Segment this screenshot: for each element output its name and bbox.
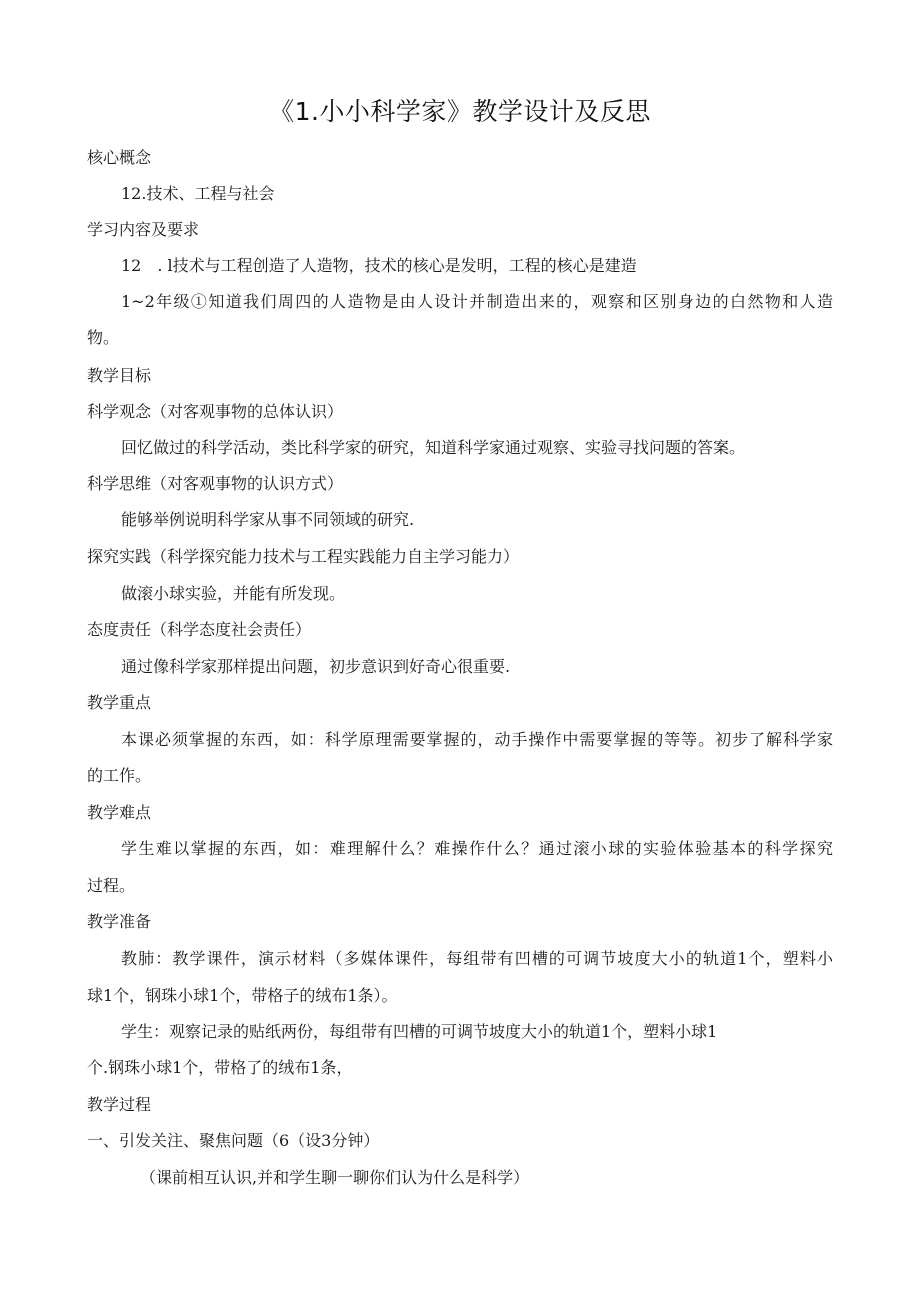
learning-content-heading: 学习内容及要求 [87, 220, 200, 239]
key-points-heading: 教学重点 [87, 693, 152, 712]
learning-content-item2-line1: 1~2年级①知道我们周四的人造物是由人设计并制造出来的，观察和区别身边的白然物和人造 [121, 292, 833, 311]
preparation-heading: 教学准备 [87, 912, 152, 931]
goal1-heading: 科学观念（对客观事物的总体认识） [87, 402, 344, 421]
goal1-text: 回忆做过的科学活动，类比科学家的研究，知道科学家通过观察、实验寻找问题的答案。 [121, 438, 746, 457]
goal3-text: 做滚小球实验，并能有所发现。 [121, 584, 346, 603]
difficult-points-line1: 学生难以掌握的东西，如：难理解什么？难操作什么？通过滚小球的实验体验基本的科学探究 [121, 839, 833, 858]
core-concept-heading: 核心概念 [87, 148, 152, 167]
difficult-points-line2: 过程。 [87, 876, 136, 895]
learning-content-item1: 12 . l技术与工程创造了人造物，技术的核心是发明，工程的核心是建造 [121, 256, 637, 275]
goal4-heading: 态度责任（科学态度社会责任） [87, 620, 312, 639]
preparation-student-line1: 学生：观察记录的贴纸两份，每组带有凹槽的可调节坡度大小的轨道1个，塑料小球1 [121, 1022, 718, 1041]
key-points-line1: 本课必须掌握的东西，如：科学原理需要掌握的，动手操作中需要掌握的等等。初步了解科学家 [121, 730, 833, 749]
process-step1-note: （课前相互认识,并和学生聊一聊你们认为什么是科学） [140, 1168, 530, 1187]
core-concept-item: 12.技术、工程与社会 [121, 184, 275, 203]
key-points-line2: 的工作。 [87, 766, 152, 785]
goal4-text: 通过像科学家那样提出问题，初步意识到好奇心很重要. [121, 657, 511, 676]
goal2-text: 能够举例说明科学家从事不同领域的研究. [121, 510, 415, 529]
teaching-goals-heading: 教学目标 [87, 366, 152, 385]
preparation-teacher-line1: 教肺：教学课件，演示材料（多媒体课件，每组带有凹槽的可调节坡度大小的轨道1个，塑料小 [121, 949, 833, 968]
process-heading: 教学过程 [87, 1095, 152, 1114]
document-title: 《1.小小科学家》教学设计及反思 [269, 97, 651, 126]
learning-content-item2-line2: 物。 [87, 328, 120, 347]
difficult-points-heading: 教学难点 [87, 803, 152, 822]
goal3-heading: 探究实践（科学探究能力技术与工程实践能力自主学习能力） [87, 547, 520, 566]
preparation-teacher-line2: 球1个，钢珠小球1个，带格子的绒布1条）。 [87, 986, 398, 1005]
goal2-heading: 科学思维（对客观事物的认识方式） [87, 474, 344, 493]
process-step1: 一、引发关注、聚焦问题（6（设3分钟） [87, 1131, 380, 1150]
preparation-student-line2: 个.钢珠小球1个，带格了的绒布1条， [87, 1058, 353, 1077]
